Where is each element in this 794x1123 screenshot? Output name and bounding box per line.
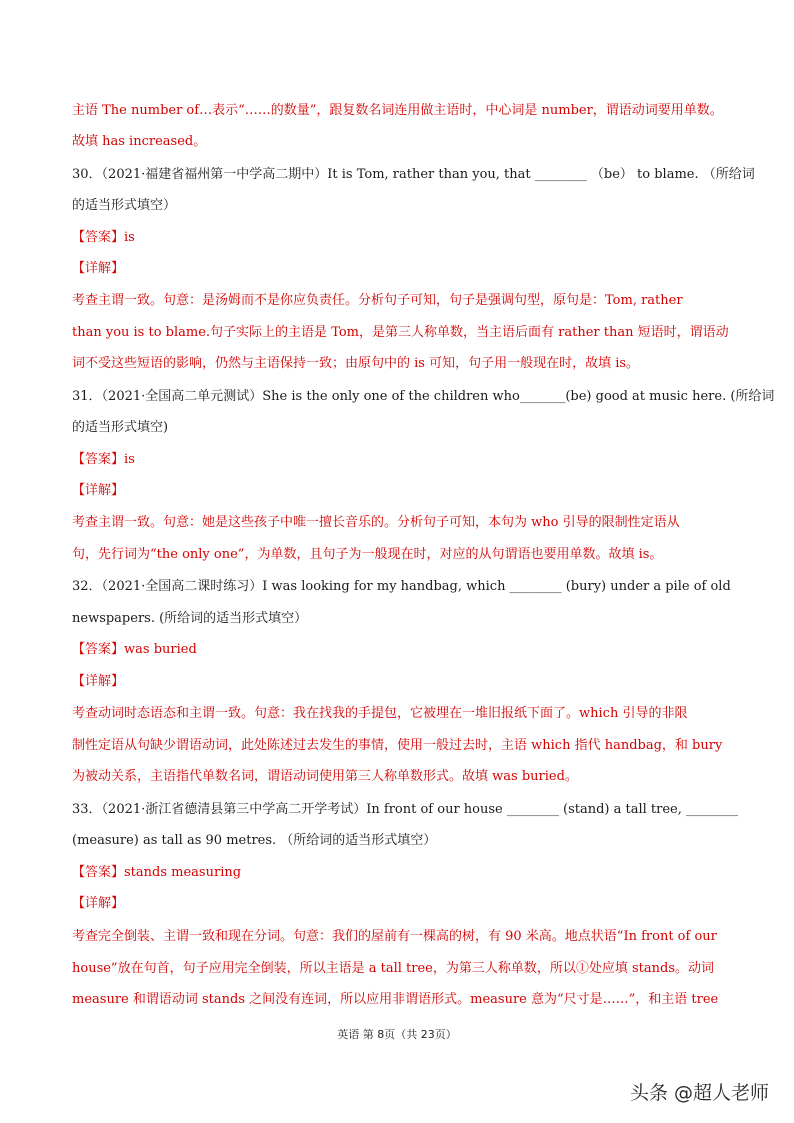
watermark: 头条 @超人老师 [630,1082,770,1104]
answer-value: is [124,230,135,245]
text-line-detail [72,260,124,278]
text-line-question: 31．（2021·全国高二单元测试）She is the only one of the children who_______(be) good at music here. (所给词 [72,389,775,404]
text-line-explain: measure 和谓语动词 stands 之间没有连词，所以应用非谓语形式。measure 意为“尺寸是……”，和主语 tree [72,992,719,1007]
text-line-explain: 为被动关系，主语指代单数名词，谓语动词使用第三人称单数形式。故填 was buried。 [72,769,578,784]
answer-value: stands measuring [124,865,242,880]
section-tag: 【详解】 [72,674,125,689]
section-tag: 【详解】 [72,896,125,911]
text-line-question: newspapers. (所给词的适当形式填空） [72,611,308,626]
text-line-question: (measure) as tall as 90 metres. （所给词的适当形式填空） [72,833,437,848]
text-line-answer [72,641,197,659]
answer-value: was buried [124,642,197,657]
text-line-explain: 句，先行词为“the only one”，为单数，且句子为一般现在时，对应的从句谓语也要用单数。故填 is。 [72,547,663,562]
section-tag: 【详解】 [72,261,125,276]
section-tag: 【答案】 [72,230,125,245]
text-line-explain: 主语 The number of…表示“……的数量”，跟复数名词连用做主语时，中心词是 number，谓语动词要用单数。 [72,103,723,118]
text-line-explain: 考查完全倒装、主谓一致和现在分词。句意：我们的屋前有一棵高的树，有 90 米高。地点状语“In front of our [72,929,717,944]
text-line-detail [72,482,124,500]
page-footer: 英语 第 8页（共 23页） [337,1028,457,1041]
text-line-detail [72,673,124,691]
text-line-explain: 故填 has increased。 [72,134,207,149]
text-line-explain: 考查动词时态语态和主谓一致。句意：我在找我的手提包，它被埋在一堆旧报纸下面了。which 引导的非限 [72,706,688,721]
text-line-question: 的适当形式填空) [72,420,169,435]
text-line-question: 33．（2021·浙江省德清县第三中学高二开学考试）In front of our house ________ (stand) a tall tree, ________ [72,802,739,817]
section-tag: 【答案】 [72,865,125,880]
text-line-explain: 考查主谓一致。句意：是汤姆而不是你应负责任。分析句子可知，句子是强调句型，原句是：Tom, rather [72,293,683,308]
text-line-explain: than you is to blame.句子实际上的主语是 Tom，是第三人称单数，当主语后面有 rather than 短语时，谓语动 [72,325,729,340]
text-line-explain: house”放在句首，句子应用完全倒装，所以主语是 a tall tree，为第三人称单数，所以①处应填 stands。动词 [72,961,714,976]
text-line-explain: 制性定语从句缺少谓语动词，此处陈述过去发生的事情，使用一般过去时，主语 which 指代 handbag，和 bury [72,738,723,753]
text-line-question: 32．（2021·全国高二课时练习）I was looking for my handbag, which ________ (bury) under a pile of old [72,579,731,594]
text-line-question: 30．（2021·福建省福州第一中学高二期中）It is Tom, rather than you, that ________ （be） to blame. （所给词 [72,167,755,182]
text-line-answer [72,229,135,247]
answer-value: is [124,452,135,467]
text-line-detail [72,895,124,913]
section-tag: 【答案】 [72,452,125,467]
text-line-explain: 考查主谓一致。句意：她是这些孩子中唯一擅长音乐的。分析句子可知，本句为 who 引导的限制性定语从 [72,515,680,530]
text-line-question: 的适当形式填空） [72,198,177,213]
text-line-answer [72,451,135,469]
section-tag: 【答案】 [72,642,125,657]
text-line-answer [72,864,241,882]
section-tag: 【详解】 [72,483,125,498]
text-line-explain: 词不受这些短语的影响，仍然与主语保持一致；由原句中的 is 可知，句子用一般现在时，故填 is。 [72,356,640,371]
